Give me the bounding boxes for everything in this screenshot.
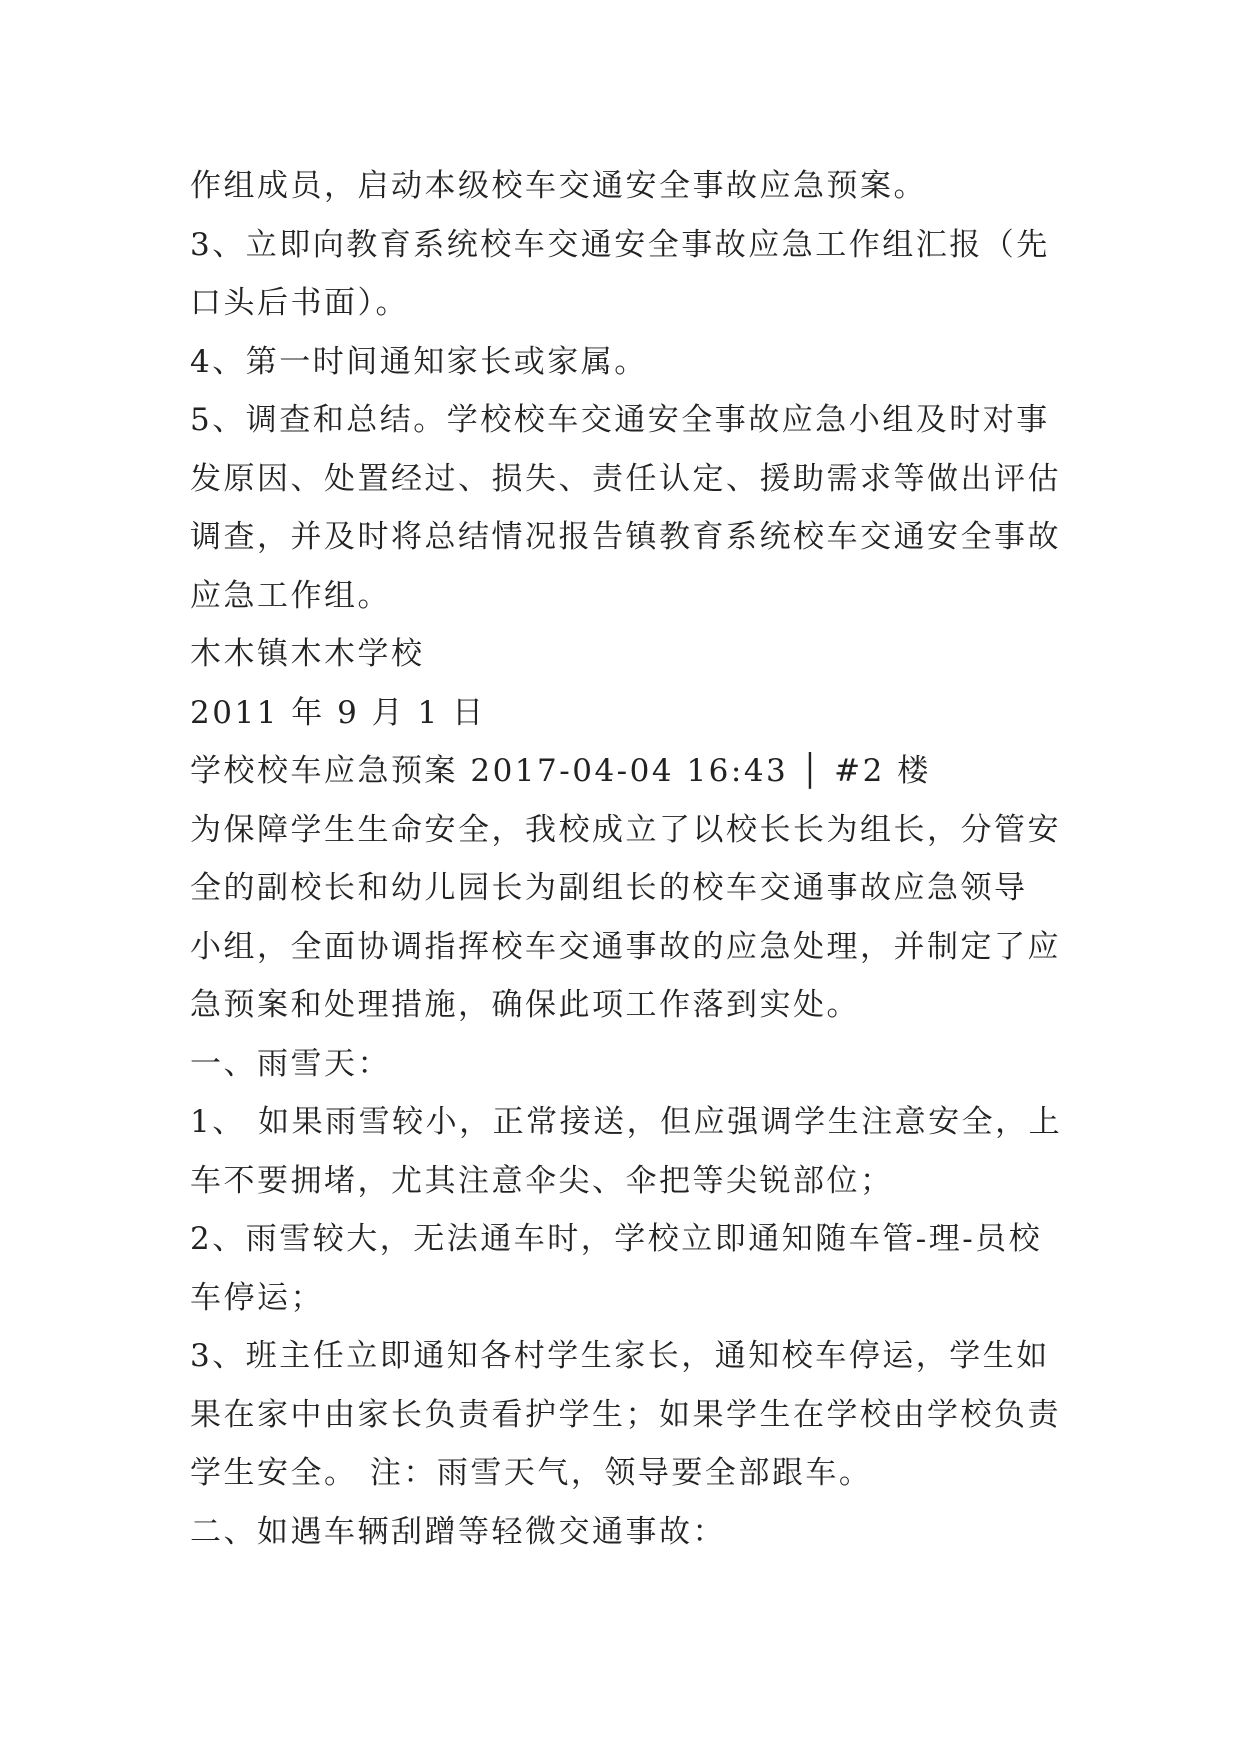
post-header: 学校校车应急预案 2017-04-04 16:43 │ #2 楼 [190, 753, 931, 789]
text-line-21: 3、班主任立即通知各村学生家长，通知校车停运，学生如 [190, 1338, 1050, 1374]
text-line-23: 学生安全。 注：雨雪天气，领导要全部跟车。 [190, 1455, 873, 1491]
text-line-14: 小组，全面协调指挥校车交通事故的应急处理，并制定了应 [190, 928, 1061, 965]
text-line-12: 为保障学生生命安全，我校成立了以校长长为组长，分管安 [190, 811, 1061, 848]
section-heading-1: 一、雨雪天： [190, 1045, 391, 1082]
text-line-1: 作组成员，启动本级校车交通安全事故应急预案。 [190, 168, 927, 204]
document-body [190, 157, 1063, 1561]
text-line-4: 4、第一时间通知家长或家属。 [190, 343, 648, 380]
text-line-8: 应急工作组。 [190, 577, 391, 614]
text-line-2: 3、立即向教育系统校车交通安全事故应急工作组汇报（先 [190, 226, 1050, 263]
text-line-3: 口头后书面）。 [190, 285, 409, 321]
text-line-20: 车停运； [190, 1279, 324, 1316]
text-line-22: 果在家中由家长负责看护学生；如果学生在学校由学校负责 [190, 1396, 1061, 1433]
text-line-17: 1、 如果雨雪较小，正常接送，但应强调学生注意安全，上 [190, 1104, 1063, 1140]
text-line-6: 发原因、处置经过、损失、责任认定、援助需求等做出评估 [190, 460, 1061, 497]
text-line-5: 5、调查和总结。学校校车交通安全事故应急小组及时对事 [190, 402, 1050, 438]
text-line-18: 车不要拥堵，尤其注意伞尖、伞把等尖锐部位； [190, 1162, 894, 1199]
text-line-7: 调查，并及时将总结情况报告镇教育系统校车交通安全事故 [190, 519, 1061, 555]
text-line-15: 急预案和处理措施，确保此项工作落到实处。 [190, 987, 860, 1023]
section-heading-2: 二、如遇车辆刮蹭等轻微交通事故： [190, 1513, 726, 1550]
text-line-13: 全的副校长和幼儿园长为副组长的校车交通事故应急领导 [190, 870, 1028, 906]
signature-school: 木木镇木木学校 [190, 636, 425, 672]
signature-date: 2011 年 9 月 1 日 [190, 694, 486, 731]
text-line-19: 2、雨雪较大，无法通车时，学校立即通知随车管-理-员校 [190, 1221, 1043, 1257]
